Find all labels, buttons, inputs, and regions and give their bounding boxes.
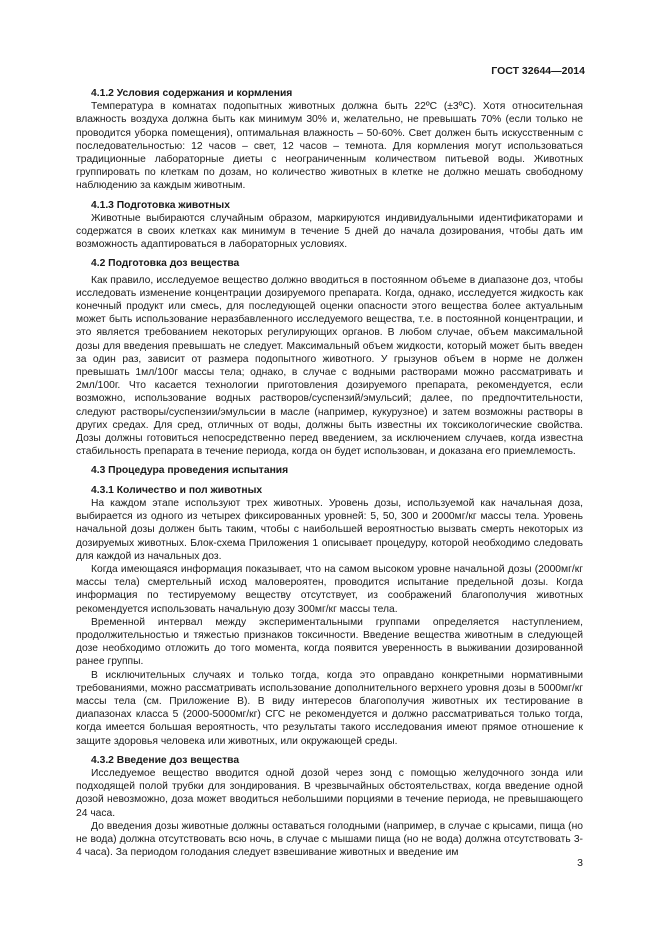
paragraph: На каждом этапе используют трех животных. Уровень дозы, используемой как начальная доза, выбирается из одного из четырех фиксированных уровней: 5, 50, 300 и 2000мг/кг массы тела. Уровень начальной дозы должен быть таким, чтобы с наибольшей вероятностью вызвать смерть некоторых из дозируемых животных. Блок-схема Приложения 1 описывает процедуру, которой необходимо следовать для каждой из начальных доз. <box>76 497 583 562</box>
section-heading-4-1-3: 4.1.3 Подготовка животных <box>91 199 230 211</box>
paragraph: Временной интервал между экспериментальными группами определяется наступлением, продолжительностью и тяжестью признаков токсичности. Введение вещества животным в следующей дозе необходимо отложить до того момента, когда появится уверенность в выживании дозированной ранее группы. <box>76 616 583 668</box>
document-body <box>76 87 583 859</box>
section-heading-4-2: 4.2 Подготовка доз вещества <box>91 258 240 270</box>
paragraph: В исключительных случаях и только тогда, когда это оправдано конкретными нормативными требованиями, можно рассматривать использование дополнительного верхнего уровня дозы в 5000мг/кг массы тела (см. Приложение В). В виду интересов благополучия животных их тестирование в диапазонах класса 5 (2000-5000мг/кг) СГС не рекомендуется и должно рассматриваться только тогда, когда имеется большая вероятность, что результаты такого исследования имеют прямое отношение к защите здоровья человека или животных, или окружающей среды. <box>76 669 583 747</box>
paragraph: Животные выбираются случайным образом, маркируются индивидуальными идентификаторами и содержатся в своих клетках как минимум в течение 5 дней до начала дозирования, чтобы дать им возможность адаптироваться в лабораторных условиях. <box>76 212 583 251</box>
section-heading-4-3-1: 4.3.1 Количество и пол животных <box>91 484 263 496</box>
paragraph: Как правило, исследуемое вещество должно вводиться в постоянном объеме в диапазоне доз, чтобы исследовать изменение концентрации дозируемого препарата. Когда, однако, исследуется жидкость как конечный продукт или смесь, для последующей оценки опасности этого вещества более актуальным может быть использование неразбавленного исследуемого вещества, т.е. в постоянной концентрации, и это является требованием некоторых регулирующих органов. В любом случае, объем максимальной дозы для введения превышать не следует. Максимальный объем жидкости, который может быть введен за один раз, зависит от размера подопытного животного. У грызунов объем в норме не должен превышать 1мл/100г массы тела; однако, в случае с водными растворами можно рассматривать и 2мл/100г. Что касается технологии приготовления дозируемого препарата, рекомендуется, если возможно, использование водных растворов/суспензий/эмульсий; далее, по предпочтительности, следуют растворы/суспензии/эмульсии в масле (например, кукурузное) и затем возможны растворы в других средах. Для сред, отличных от воды, должны быть известны их токсикологические свойства. Дозы должны готовиться непосредственно перед введением, за исключением случаев, когда известна стабильность препарата в течение периода, когда он будет использован, и доказана его приемлемость. <box>76 274 583 458</box>
paragraph: Когда имеющаяся информация показывает, что на самом высоком уровне начальной дозы (2000мг/кг массы тела) смертельный исход маловероятен, проводится испытание предельной дозы. Когда информация по тестируемому веществу отсутствует, из соображений благополучия животных рекомендуется использовать начальную дозу 300мг/кг массы тела. <box>76 563 583 615</box>
section-heading-4-3: 4.3 Процедура проведения испытания <box>91 465 289 477</box>
section-heading-4-3-2: 4.3.2 Введение доз вещества <box>91 754 240 766</box>
paragraph: До введения дозы животные должны оставаться голодными (например, в случае с крысами, пища (но не вода) должна отсутствовать всю ночь, в случае с мышами пища (но не вода) должна отсутствовать 3-4 часа). За периодом голодания следует взвешивание животных и введение им <box>76 820 583 859</box>
paragraph: Исследуемое вещество вводится одной дозой через зонд с помощью желудочного зонда или подходящей полой трубки для зондирования. В чрезвычайных обстоятельствах, когда введение одной дозой невозможно, доза может вводиться небольшими порциями в течение периода, не превышающего 24 часа. <box>76 767 583 819</box>
paragraph: Температура в комнатах подопытных животных должна быть 22ºС (±3ºС). Хотя относительная влажность воздуха должна быть как минимум 30% и, желательно, не превышать 70% (если только не проводится уборка помещения), оптимальная влажность – 50-60%. Свет должен быть искусственным с последовательностью: 12 часов – свет, 12 часов – темнота. Для кормления могут использоваться традиционные лабораторные диеты с неограниченным количеством питьевой воды. Животных группировать по клеткам по дозам, но количество животных в клетке не должно мешать свободному наблюдению за каждым животным. <box>76 101 583 192</box>
section-heading-4-1-2: 4.1.2 Условия содержания и кормления <box>91 88 293 99</box>
page-number: 3 <box>577 857 583 869</box>
document-code-header: ГОСТ 32644—2014 <box>491 65 585 77</box>
